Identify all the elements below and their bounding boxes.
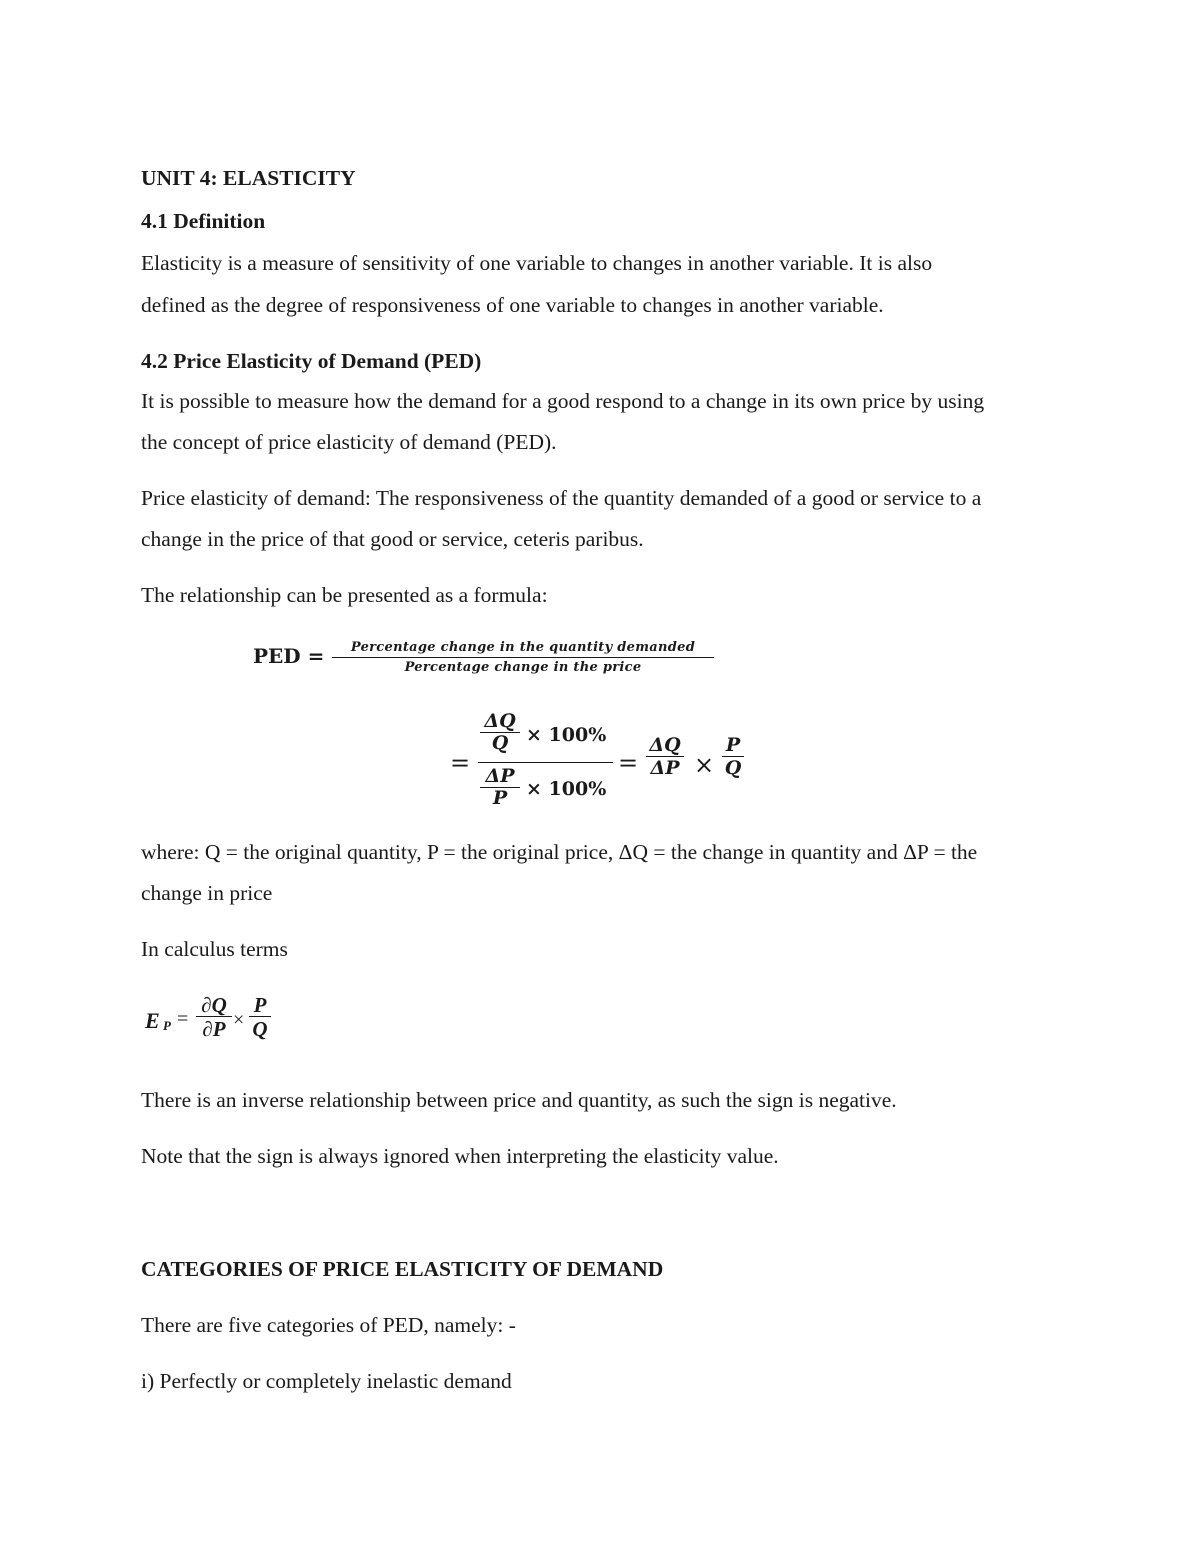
dp-over-p — [480, 765, 520, 808]
times-sign: × — [233, 1009, 245, 1031]
dq-over-q — [480, 710, 520, 753]
where-line-2: change in price — [141, 881, 273, 905]
delta-p: ΔP — [485, 765, 515, 787]
p-symbol: P — [725, 734, 741, 756]
partial-q: ∂Q — [201, 993, 227, 1017]
delta-p: ΔP — [650, 757, 680, 779]
p-symbol: P — [492, 787, 508, 809]
where-line-1: where: Q = the original quantity, P = the original price, ΔQ = the change in quantity and ΔP = the — [141, 840, 978, 864]
equals-sign-2: = — [618, 749, 639, 777]
formula-intro: The relationship can be presented as a formula: — [141, 583, 548, 607]
delta-q: ΔQ — [484, 710, 516, 732]
calculus-intro: In calculus terms — [141, 937, 288, 961]
main-fraction-bar — [478, 762, 613, 763]
definition-line-1: Elasticity is a measure of sensitivity of one variable to changes in another variable. It is also — [141, 251, 933, 275]
q-symbol: Q — [491, 732, 509, 754]
times-sign: × — [694, 751, 715, 779]
inverse-relationship-text: There is an inverse relationship between price and quantity, as such the sign is negative. — [141, 1088, 897, 1112]
categories-heading: CATEGORIES OF PRICE ELASTICITY OF DEMAND — [141, 1257, 664, 1281]
delta-q: ΔQ — [649, 734, 681, 756]
partial-derivative — [196, 994, 232, 1041]
p-symbol: P — [253, 993, 267, 1017]
elasticity-e: E — [145, 1008, 160, 1033]
category-item-1: i) Perfectly or completely inelastic demand — [141, 1369, 512, 1393]
compound-fraction — [478, 710, 613, 809]
ped-definition-line-2: change in the price of that good or service, ceteris paribus. — [141, 527, 644, 551]
p-over-q — [722, 734, 744, 779]
categories-intro: There are five categories of PED, namely: - — [141, 1313, 516, 1337]
ped-intro-line-1: It is possible to measure how the demand for a good respond to a change in its own price by using — [141, 389, 985, 413]
sign-note-text: Note that the sign is always ignored when interpreting the elasticity value. — [141, 1144, 779, 1168]
ped-lhs: PED = — [253, 644, 325, 668]
ped-intro-line-2: the concept of price elasticity of demand (PED). — [141, 430, 557, 454]
equals-sign-1: = — [450, 749, 471, 777]
dq-over-dp — [646, 734, 684, 779]
times-100-top: × 100% — [526, 724, 607, 746]
q-symbol: Q — [252, 1017, 268, 1041]
equals-sign: = — [177, 1008, 189, 1030]
ped-definition-line-1: Price elasticity of demand: The responsiveness of the quantity demanded of a good or service to a — [141, 486, 982, 510]
partial-p: ∂P — [202, 1017, 226, 1041]
unit-title: UNIT 4: ELASTICITY — [141, 166, 356, 190]
q-symbol: Q — [724, 757, 742, 779]
section-4-1-heading: 4.1 Definition — [141, 209, 266, 233]
p-over-q — [249, 994, 271, 1041]
times-100-bottom: × 100% — [526, 778, 607, 800]
definition-line-2: defined as the degree of responsiveness of one variable to changes in another variable. — [141, 293, 884, 317]
ped-numerator: Percentage change in the quantity demanded — [350, 640, 696, 655]
elasticity-subscript: P — [163, 1018, 171, 1033]
ped-word-fraction — [332, 638, 714, 678]
section-4-2-heading: 4.2 Price Elasticity of Demand (PED) — [141, 349, 482, 373]
ped-denominator: Percentage change in the price — [404, 660, 642, 675]
